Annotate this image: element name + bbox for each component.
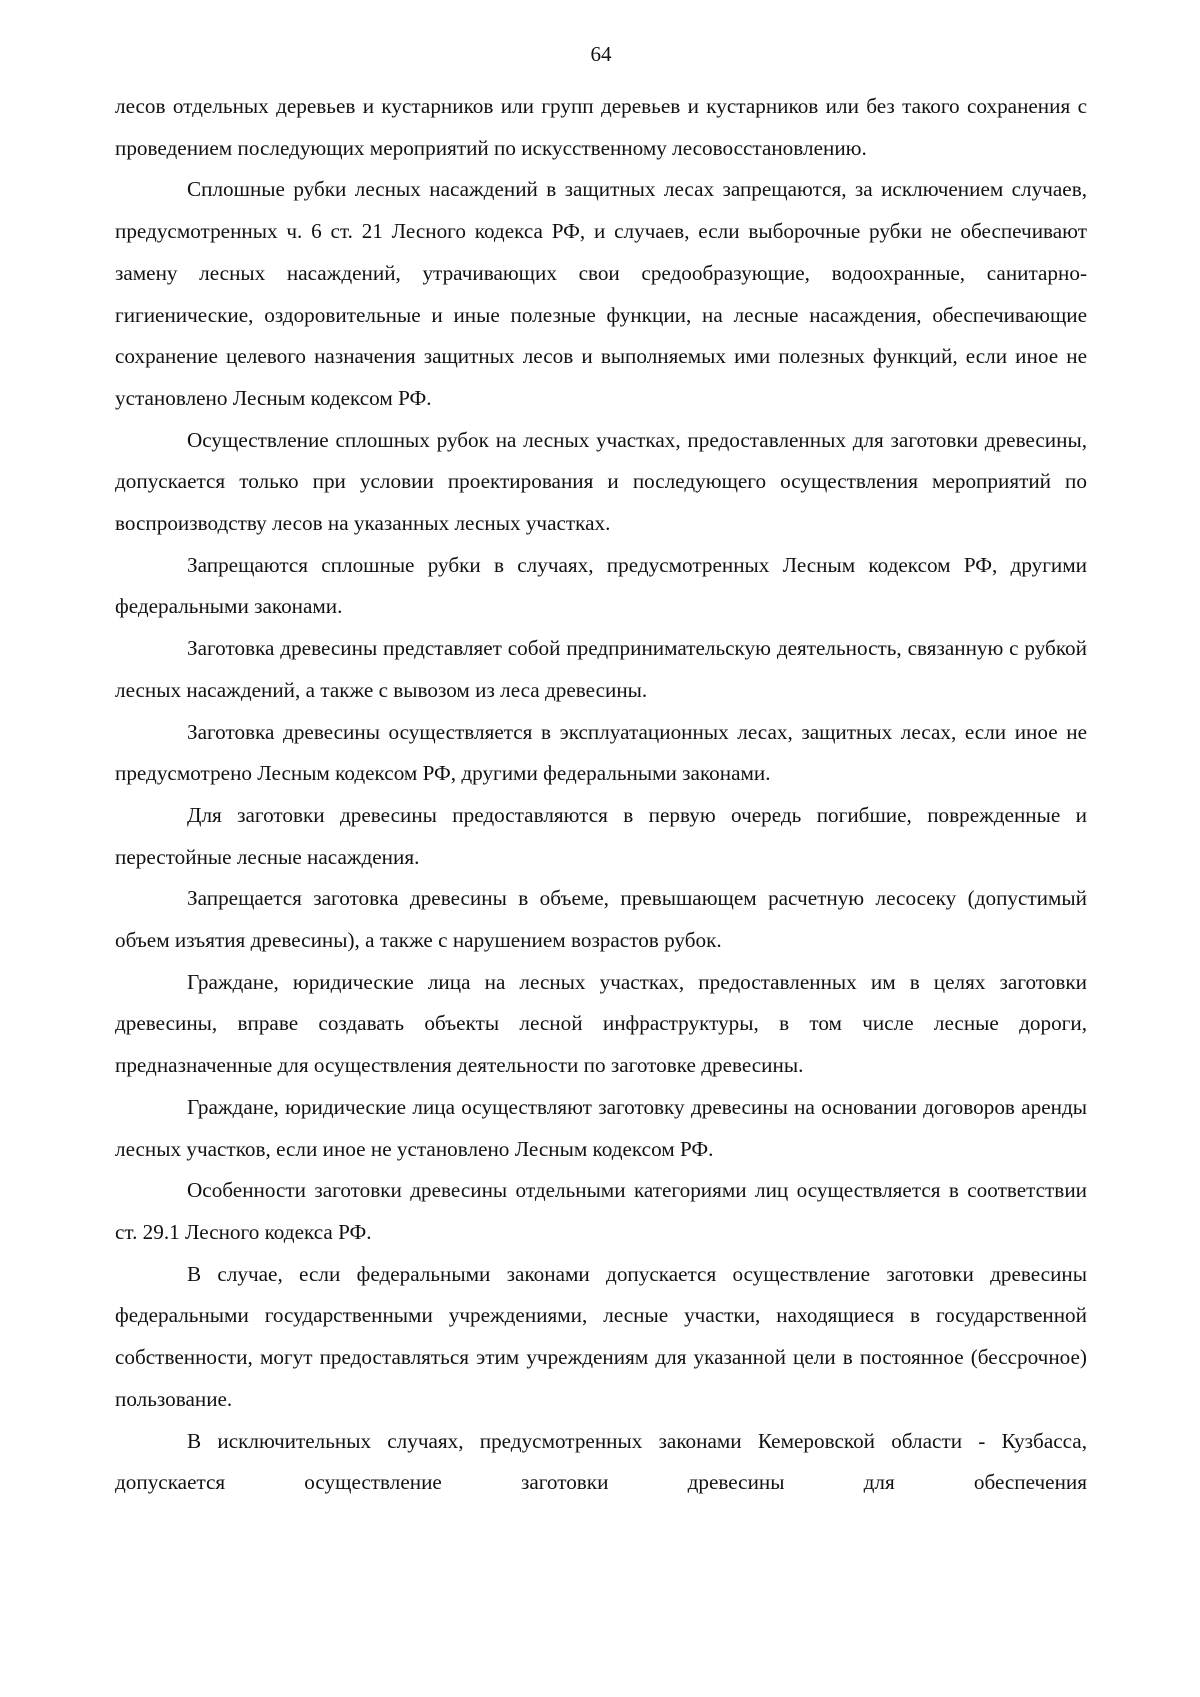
paragraph-timber-harvesting-definition: Заготовка древесины представляет собой предпринимательскую деятельность, связанную с рубкой лесных насаждений, а также с вывозом из леса древесины. [115,636,1087,702]
paragraph-lease-agreements: Граждане, юридические лица осуществляют заготовку древесины на основании договоров аренды лесных участков, если иное не установлено Лесным кодексом РФ. [115,1094,1087,1161]
paragraph-continuation: лесов отдельных деревьев и кустарников или групп деревьев и кустарников или без такого сохранения с проведением последующих мероприятий по искусственному лесовосстановлению. [115,94,1087,160]
paragraph-special-categories: Особенности заготовки древесины отдельными категориями лиц осуществляется в соответствии ст. 29.1 Лесного кодекса РФ. [115,1178,1087,1244]
paragraph-harvesting-forest-types: Заготовка древесины осуществляется в эксплуатационных лесах, защитных лесах, если иное не предусмотрено Лесным кодексом РФ, другими федеральными законами. [115,719,1087,786]
paragraph-allowable-cut: Запрещается заготовка древесины в объеме, превышающем расчетную лесосеку (допустимый объем изъятия древесины), а также с нарушением возрастов рубок. [115,886,1087,953]
paragraph-federal-institutions: В случае, если федеральными законами допускается осуществление заготовки древесины федеральными государственными учреждениями, лесные участки, находящиеся в государственной собственности, могут предоставляться этим учреждениям для указанной цели в постоянное (бессрочное) пользование. [115,1261,1087,1411]
paragraph-forest-infrastructure: Граждане, юридические лица на лесных участках, предоставленных им в целях заготовки древесины, вправе создавать объекты лесной инфраструктуры, в том числе лесные дороги, предназначенные для осуществления деятельности по заготовке древесины. [115,969,1087,1078]
paragraph-priority-stands: Для заготовки древесины предоставляются в первую очередь погибшие, поврежденные и перестойные лесные насаждения. [115,802,1087,869]
page-number: 64 [590,42,612,66]
paragraph-clear-cutting-prohibited: Запрещаются сплошные рубки в случаях, предусмотренных Лесным кодексом РФ, другими федеральными законами. [115,552,1087,619]
paragraph-exceptional-cases: В исключительных случаях, предусмотренных законами Кемеровской области - Кузбасса, допускается осуществление заготовки древесины для обеспечения [115,1428,1087,1495]
paragraph-clear-cutting-timber-plots: Осуществление сплошных рубок на лесных участках, предоставленных для заготовки древесины, допускается только при условии проектирования и последующего осуществления мероприятий по воспроизводству лесов на указанных лесных участках. [115,427,1087,536]
document-body [115,86,1087,1504]
paragraph-clear-cutting-protective-forests: Сплошные рубки лесных насаждений в защитных лесах запрещаются, за исключением случаев, предусмотренных ч. 6 ст. 21 Лесного кодекса РФ, и случаев, если выборочные рубки не обеспечивают замену лесных насаждений, утрачивающих свои средообразующие, водоохранные, санитарно-гигиенические, оздоровительные и иные полезные функции, на лесные насаждения, обеспечивающие сохранение целевого назначения защитных лесов и выполняемых ими полезных функций, если иное не установлено Лесным кодексом РФ. [115,177,1087,410]
